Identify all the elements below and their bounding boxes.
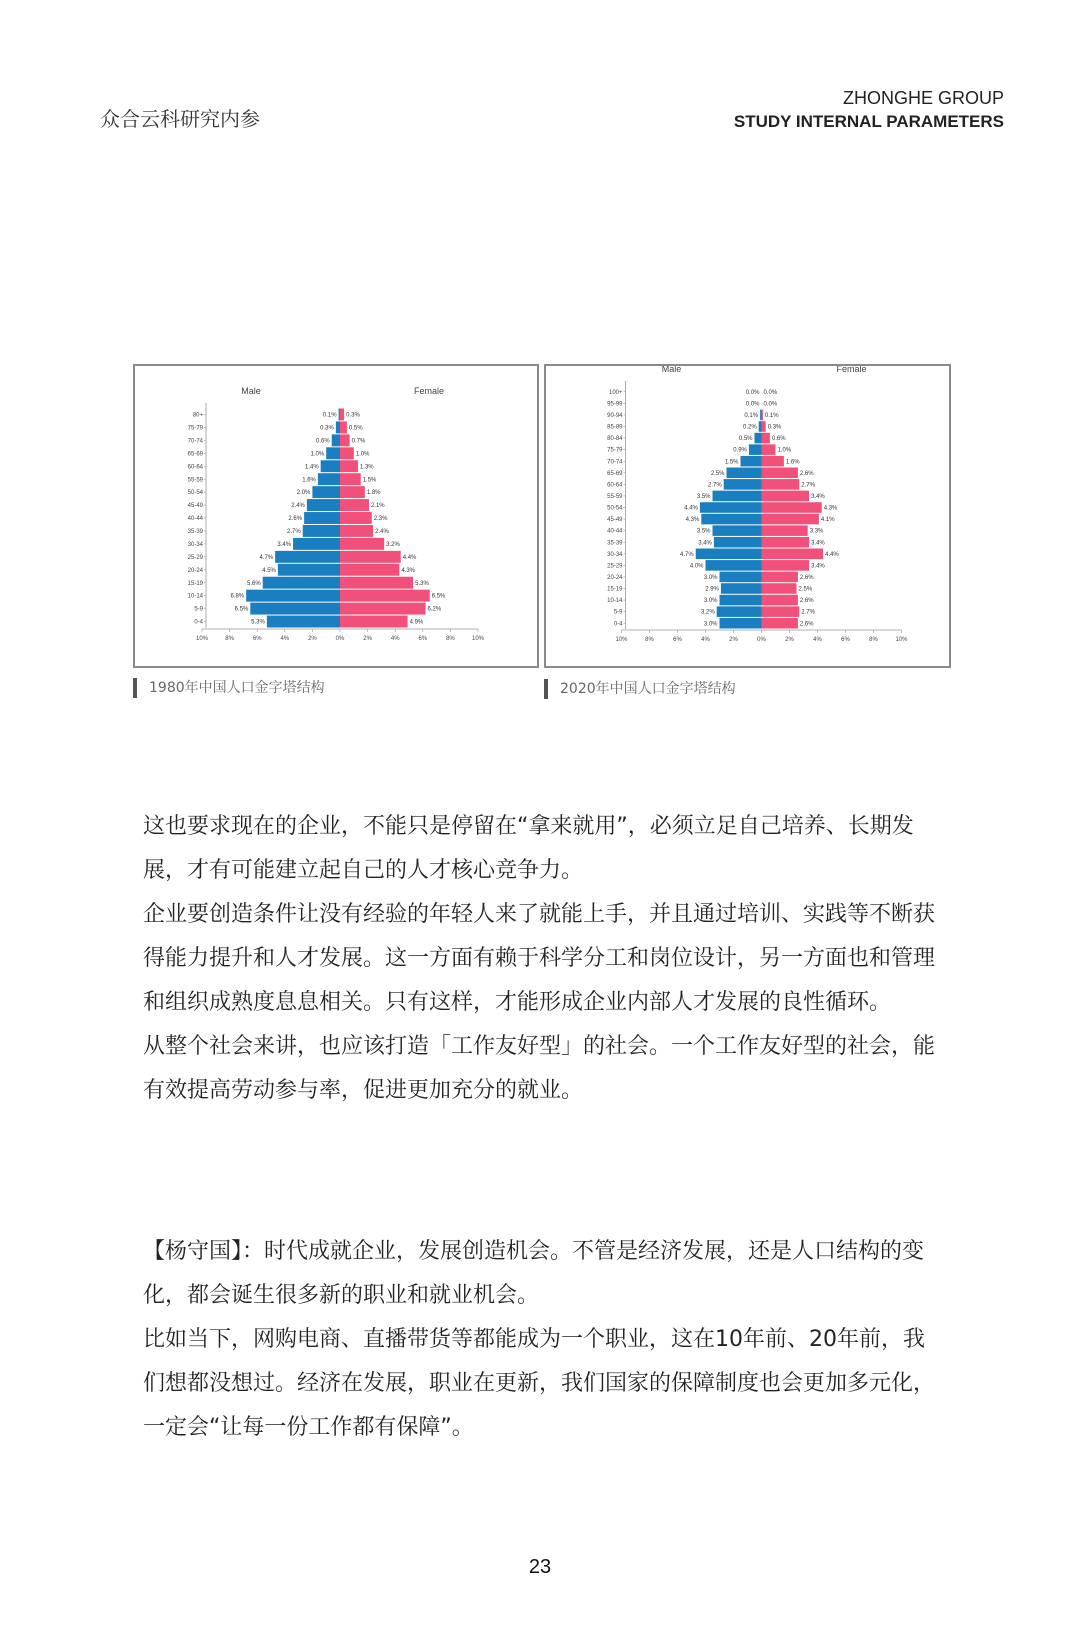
female-bar xyxy=(762,560,810,571)
male-bar xyxy=(706,560,762,571)
header-english-title xyxy=(734,86,1004,134)
pyramid-svg-2020 xyxy=(546,366,949,666)
male-bar xyxy=(303,525,340,537)
female-data-label: 3.2% xyxy=(386,541,400,548)
female-data-label: 2.7% xyxy=(801,609,815,616)
male-bar xyxy=(724,479,762,490)
x-tick-label: 4% xyxy=(390,636,400,642)
male-bar xyxy=(318,473,340,485)
male-data-label: 2.4% xyxy=(291,503,305,510)
male-data-label: 4.3% xyxy=(685,517,700,524)
female-data-label: 3.4% xyxy=(811,494,825,501)
male-bar xyxy=(293,538,340,550)
male-bar xyxy=(263,577,340,589)
male-bar xyxy=(307,499,340,511)
male-bar xyxy=(717,606,762,617)
body-section-2 xyxy=(143,1230,943,1450)
male-bar xyxy=(741,456,762,467)
x-tick-label: 6% xyxy=(673,637,682,643)
female-bar xyxy=(340,421,347,433)
female-bar xyxy=(762,468,798,479)
male-data-label: 3.0% xyxy=(703,575,718,582)
male-bar xyxy=(275,551,340,563)
female-data-label: 1.0% xyxy=(355,451,370,458)
age-group-label: 15-19 xyxy=(607,586,623,593)
male-bar xyxy=(701,514,761,525)
male-bar xyxy=(336,421,340,433)
female-bar xyxy=(762,410,763,421)
male-bar xyxy=(760,410,761,421)
male-data-label: 6.8% xyxy=(230,593,245,600)
female-data-label: 2.6% xyxy=(799,621,814,628)
female-data-label: 4.3% xyxy=(823,505,838,512)
female-data-label: 2.6% xyxy=(799,598,814,605)
page-number: 23 xyxy=(528,1556,552,1578)
male-data-label: 1.5% xyxy=(724,459,739,466)
male-data-label: 1.0% xyxy=(310,451,325,458)
female-data-label: 2.6% xyxy=(799,470,814,477)
male-data-label: 0.0% xyxy=(745,401,760,408)
female-bar xyxy=(762,549,824,560)
male-legend-label: Male xyxy=(241,386,261,396)
female-data-label: 0.7% xyxy=(351,438,366,445)
female-data-label: 2.7% xyxy=(801,482,815,489)
male-data-label: 5.6% xyxy=(247,580,261,587)
x-tick-label: 4% xyxy=(813,637,822,643)
female-data-label: 2.3% xyxy=(373,516,388,523)
female-data-label: 1.5% xyxy=(362,477,377,484)
male-data-label: 3.4% xyxy=(698,540,712,547)
male-data-label: 0.1% xyxy=(322,412,337,419)
female-data-label: 0.5% xyxy=(348,425,363,432)
age-group-label: 55-59 xyxy=(187,477,203,484)
x-tick-label: 10% xyxy=(615,637,628,643)
age-group-label: 25-29 xyxy=(607,563,623,570)
age-group-label: 70-74 xyxy=(607,459,623,466)
age-group-label: 15-19 xyxy=(187,580,203,587)
male-data-label: 3.5% xyxy=(696,494,711,501)
age-group-label: 30-34 xyxy=(607,551,623,558)
male-bar xyxy=(714,537,762,548)
age-group-label: 30-34 xyxy=(187,541,203,548)
male-bar xyxy=(720,595,762,606)
header-group-name: ZHONGHE GROUP xyxy=(842,88,1004,108)
age-group-label: 10-14 xyxy=(187,593,203,600)
female-legend-label: Female xyxy=(836,366,867,374)
age-group-label: 75-79 xyxy=(607,447,623,454)
x-tick-label: 0% xyxy=(757,637,766,643)
female-bar xyxy=(340,486,365,498)
caption-1980: 1980年中国人口金字塔结构 xyxy=(133,678,325,698)
female-data-label: 6.2% xyxy=(427,606,442,613)
x-tick-label: 10% xyxy=(895,637,908,643)
female-bar xyxy=(762,502,822,513)
male-bar xyxy=(713,491,762,502)
male-data-label: 0.1% xyxy=(744,413,759,420)
age-group-label: 55-59 xyxy=(607,494,623,501)
male-data-label: 2.6% xyxy=(288,516,303,523)
male-data-label: 2.5% xyxy=(710,470,725,477)
male-bar xyxy=(720,618,762,629)
male-bar xyxy=(321,460,340,472)
male-bar xyxy=(713,525,762,536)
x-tick-label: 6% xyxy=(841,637,850,643)
female-bar xyxy=(762,479,800,490)
male-data-label: 2.7% xyxy=(287,529,301,536)
age-group-label: 100+ xyxy=(608,389,623,396)
female-bar xyxy=(340,460,358,472)
female-bar xyxy=(340,409,344,421)
male-bar xyxy=(278,564,340,576)
male-data-label: 2.7% xyxy=(708,482,722,489)
x-tick-label: 8% xyxy=(446,636,455,642)
x-tick-label: 10% xyxy=(195,636,209,642)
x-tick-label: 4% xyxy=(280,636,290,642)
age-group-label: 45-49 xyxy=(607,517,623,524)
female-bar xyxy=(340,590,430,602)
male-data-label: 0.2% xyxy=(743,424,757,431)
paragraph: 比如当下，网购电商、直播带货等都能成为一个职业，这在10年前、20年前，我们想都没想过。经济在发展，职业在更新，我们国家的保障制度也会更加多元化，一定会“让每一份工作都有保障”。 xyxy=(143,1327,936,1440)
age-group-label: 0-4 xyxy=(613,621,623,628)
x-tick-label: 8% xyxy=(225,636,234,642)
male-data-label: 3.0% xyxy=(703,598,718,605)
male-bar xyxy=(696,549,762,560)
female-bar xyxy=(340,512,372,524)
female-data-label: 0.0% xyxy=(763,401,778,408)
male-legend-label: Male xyxy=(661,366,682,374)
female-bar xyxy=(340,577,413,589)
male-data-label: 4.7% xyxy=(680,551,694,558)
female-data-label: 2.1% xyxy=(370,503,385,510)
female-bar xyxy=(340,538,384,550)
female-bar xyxy=(762,618,798,629)
age-group-label: 20-24 xyxy=(607,575,623,582)
female-bar xyxy=(762,433,770,444)
female-bar xyxy=(340,525,373,537)
body-section-1 xyxy=(143,805,943,1113)
female-bar xyxy=(340,603,426,615)
female-data-label: 0.0% xyxy=(763,389,778,396)
female-bar xyxy=(340,564,399,576)
male-data-label: 4.5% xyxy=(262,567,276,574)
age-group-label: 90-94 xyxy=(607,413,623,420)
age-group-label: 95-99 xyxy=(607,401,623,408)
female-data-label: 4.4% xyxy=(825,551,839,558)
female-bar xyxy=(762,491,810,502)
male-bar xyxy=(246,590,340,602)
male-data-label: 0.5% xyxy=(738,436,753,443)
paragraph: 从整个社会来讲，也应该打造「工作友好型」的社会。一个工作友好型的社会，能有效提高劳动参与率，促进更加充分的就业。 xyxy=(143,1034,936,1103)
male-data-label: 6.5% xyxy=(234,606,249,613)
age-group-label: 25-29 xyxy=(187,554,203,561)
age-group-label: 40-44 xyxy=(607,528,623,535)
female-data-label: 4.1% xyxy=(820,517,835,524)
female-data-label: 0.1% xyxy=(764,413,779,420)
male-data-label: 0.9% xyxy=(733,447,747,454)
header-subtitle: STUDY INTERNAL PARAMETERS xyxy=(733,112,1004,131)
x-tick-label: 8% xyxy=(869,637,878,643)
male-bar xyxy=(759,421,762,432)
female-bar xyxy=(762,537,810,548)
pyramid-chart-2020 xyxy=(544,364,951,668)
x-tick-label: 4% xyxy=(701,637,710,643)
header-brand-title: 众合云科研究内参 xyxy=(100,107,260,131)
male-bar xyxy=(700,502,762,513)
age-group-label: 50-54 xyxy=(607,505,623,512)
male-bar xyxy=(326,447,340,459)
female-data-label: 0.3% xyxy=(767,424,782,431)
female-bar xyxy=(762,421,766,432)
caption-2020: 2020年中国人口金字塔结构 xyxy=(544,679,736,699)
male-data-label: 4.0% xyxy=(689,563,704,570)
age-group-label: 85-89 xyxy=(607,424,623,431)
male-bar xyxy=(250,603,340,615)
age-group-label: 65-69 xyxy=(187,451,203,458)
age-group-label: 40-44 xyxy=(187,516,203,523)
age-group-label: 20-24 xyxy=(187,567,203,574)
paragraph: 企业要创造条件让没有经验的年轻人来了就能上手，并且通过培训、实践等不断获得能力提升和人才发展。这一方面有赖于科学分工和岗位设计，另一方面也和管理和组织成熟度息息相关。只有这样，才能形成企业内部人才发展的良性循环。 xyxy=(143,902,936,1015)
age-group-label: 60-64 xyxy=(187,464,203,471)
male-bar xyxy=(312,486,340,498)
x-tick-label: 10% xyxy=(471,636,485,642)
female-data-label: 2.6% xyxy=(799,575,814,582)
male-bar xyxy=(727,468,762,479)
female-data-label: 0.6% xyxy=(771,436,786,443)
age-group-label: 5-9 xyxy=(613,609,623,616)
x-tick-label: 6% xyxy=(252,636,262,642)
female-data-label: 5.3% xyxy=(415,580,429,587)
age-group-label: 45-49 xyxy=(187,503,203,510)
age-group-label: 65-69 xyxy=(607,470,623,477)
age-group-label: 60-64 xyxy=(607,482,623,489)
female-data-label: 0.3% xyxy=(346,412,360,419)
male-data-label: 1.6% xyxy=(302,477,316,484)
x-tick-label: 6% xyxy=(418,636,428,642)
male-data-label: 4.4% xyxy=(684,505,698,512)
female-bar xyxy=(762,606,800,617)
pyramid-svg-1980 xyxy=(135,366,537,666)
male-data-label: 3.0% xyxy=(703,621,718,628)
female-data-label: 6.5% xyxy=(431,593,446,600)
female-bar xyxy=(762,514,819,525)
female-legend-label: Female xyxy=(413,386,445,396)
male-bar xyxy=(749,444,762,455)
male-bar xyxy=(339,409,340,421)
age-group-label: 5-9 xyxy=(194,606,203,613)
female-data-label: 2.4% xyxy=(375,529,389,536)
pyramid-chart-1980 xyxy=(133,364,539,668)
age-group-label: 0-4 xyxy=(194,619,203,626)
x-tick-label: 8% xyxy=(645,637,654,643)
male-bar xyxy=(720,572,762,583)
male-bar xyxy=(267,616,340,628)
male-bar xyxy=(304,512,340,524)
female-data-label: 1.3% xyxy=(359,464,374,471)
age-group-label: 70-74 xyxy=(187,438,203,445)
female-bar xyxy=(340,499,369,511)
female-data-label: 2.5% xyxy=(798,586,813,593)
male-data-label: 4.7% xyxy=(259,554,274,561)
paragraph: 【杨守国】：时代成就企业，发展创造机会。不管是经济发展，还是人口结构的变化，都会诞生很多新的职业和就业机会。 xyxy=(143,1239,925,1308)
male-bar xyxy=(721,583,762,594)
female-bar xyxy=(340,473,361,485)
male-data-label: 0.6% xyxy=(316,438,330,445)
male-bar xyxy=(755,433,762,444)
age-group-label: 75-79 xyxy=(187,425,203,432)
male-data-label: 5.3% xyxy=(251,619,265,626)
paragraph: 这也要求现在的企业，不能只是停留在“拿来就用”，必须立足自己培养、长期发展，才有可能建立起自己的人才核心竞争力。 xyxy=(143,814,914,883)
female-bar xyxy=(762,456,784,467)
male-data-label: 2.9% xyxy=(705,586,719,593)
female-data-label: 3.3% xyxy=(809,528,824,535)
female-data-label: 1.6% xyxy=(785,459,800,466)
female-data-label: 3.4% xyxy=(811,540,825,547)
male-data-label: 2.0% xyxy=(296,490,311,497)
female-data-label: 3.4% xyxy=(811,563,825,570)
female-data-label: 4.9% xyxy=(409,619,424,626)
male-data-label: 0.0% xyxy=(745,389,760,396)
female-bar xyxy=(762,444,776,455)
age-group-label: 35-39 xyxy=(607,540,623,547)
female-data-label: 1.8% xyxy=(366,490,381,497)
female-bar xyxy=(762,595,798,606)
female-bar xyxy=(340,616,408,628)
male-bar xyxy=(332,434,340,446)
age-group-label: 50-54 xyxy=(187,490,203,497)
female-bar xyxy=(762,572,798,583)
age-group-label: 80-84 xyxy=(607,436,623,443)
x-tick-label: 2% xyxy=(785,637,794,643)
female-bar xyxy=(340,434,350,446)
male-data-label: 3.2% xyxy=(701,609,715,616)
female-data-label: 4.4% xyxy=(402,554,417,561)
female-bar xyxy=(340,551,401,563)
female-bar xyxy=(762,525,808,536)
female-bar xyxy=(762,583,797,594)
age-group-label: 10-14 xyxy=(607,598,623,605)
female-data-label: 1.0% xyxy=(777,447,792,454)
x-tick-label: 0% xyxy=(335,636,345,642)
x-tick-label: 2% xyxy=(308,636,317,642)
age-group-label: 35-39 xyxy=(187,529,203,536)
male-data-label: 1.4% xyxy=(304,464,319,471)
male-data-label: 3.4% xyxy=(277,541,292,548)
x-tick-label: 2% xyxy=(729,637,738,643)
female-data-label: 4.3% xyxy=(401,567,416,574)
x-tick-label: 2% xyxy=(363,636,372,642)
male-data-label: 0.3% xyxy=(320,425,334,432)
male-data-label: 3.5% xyxy=(696,528,711,535)
female-bar xyxy=(340,447,354,459)
age-group-label: 80+ xyxy=(192,412,203,419)
